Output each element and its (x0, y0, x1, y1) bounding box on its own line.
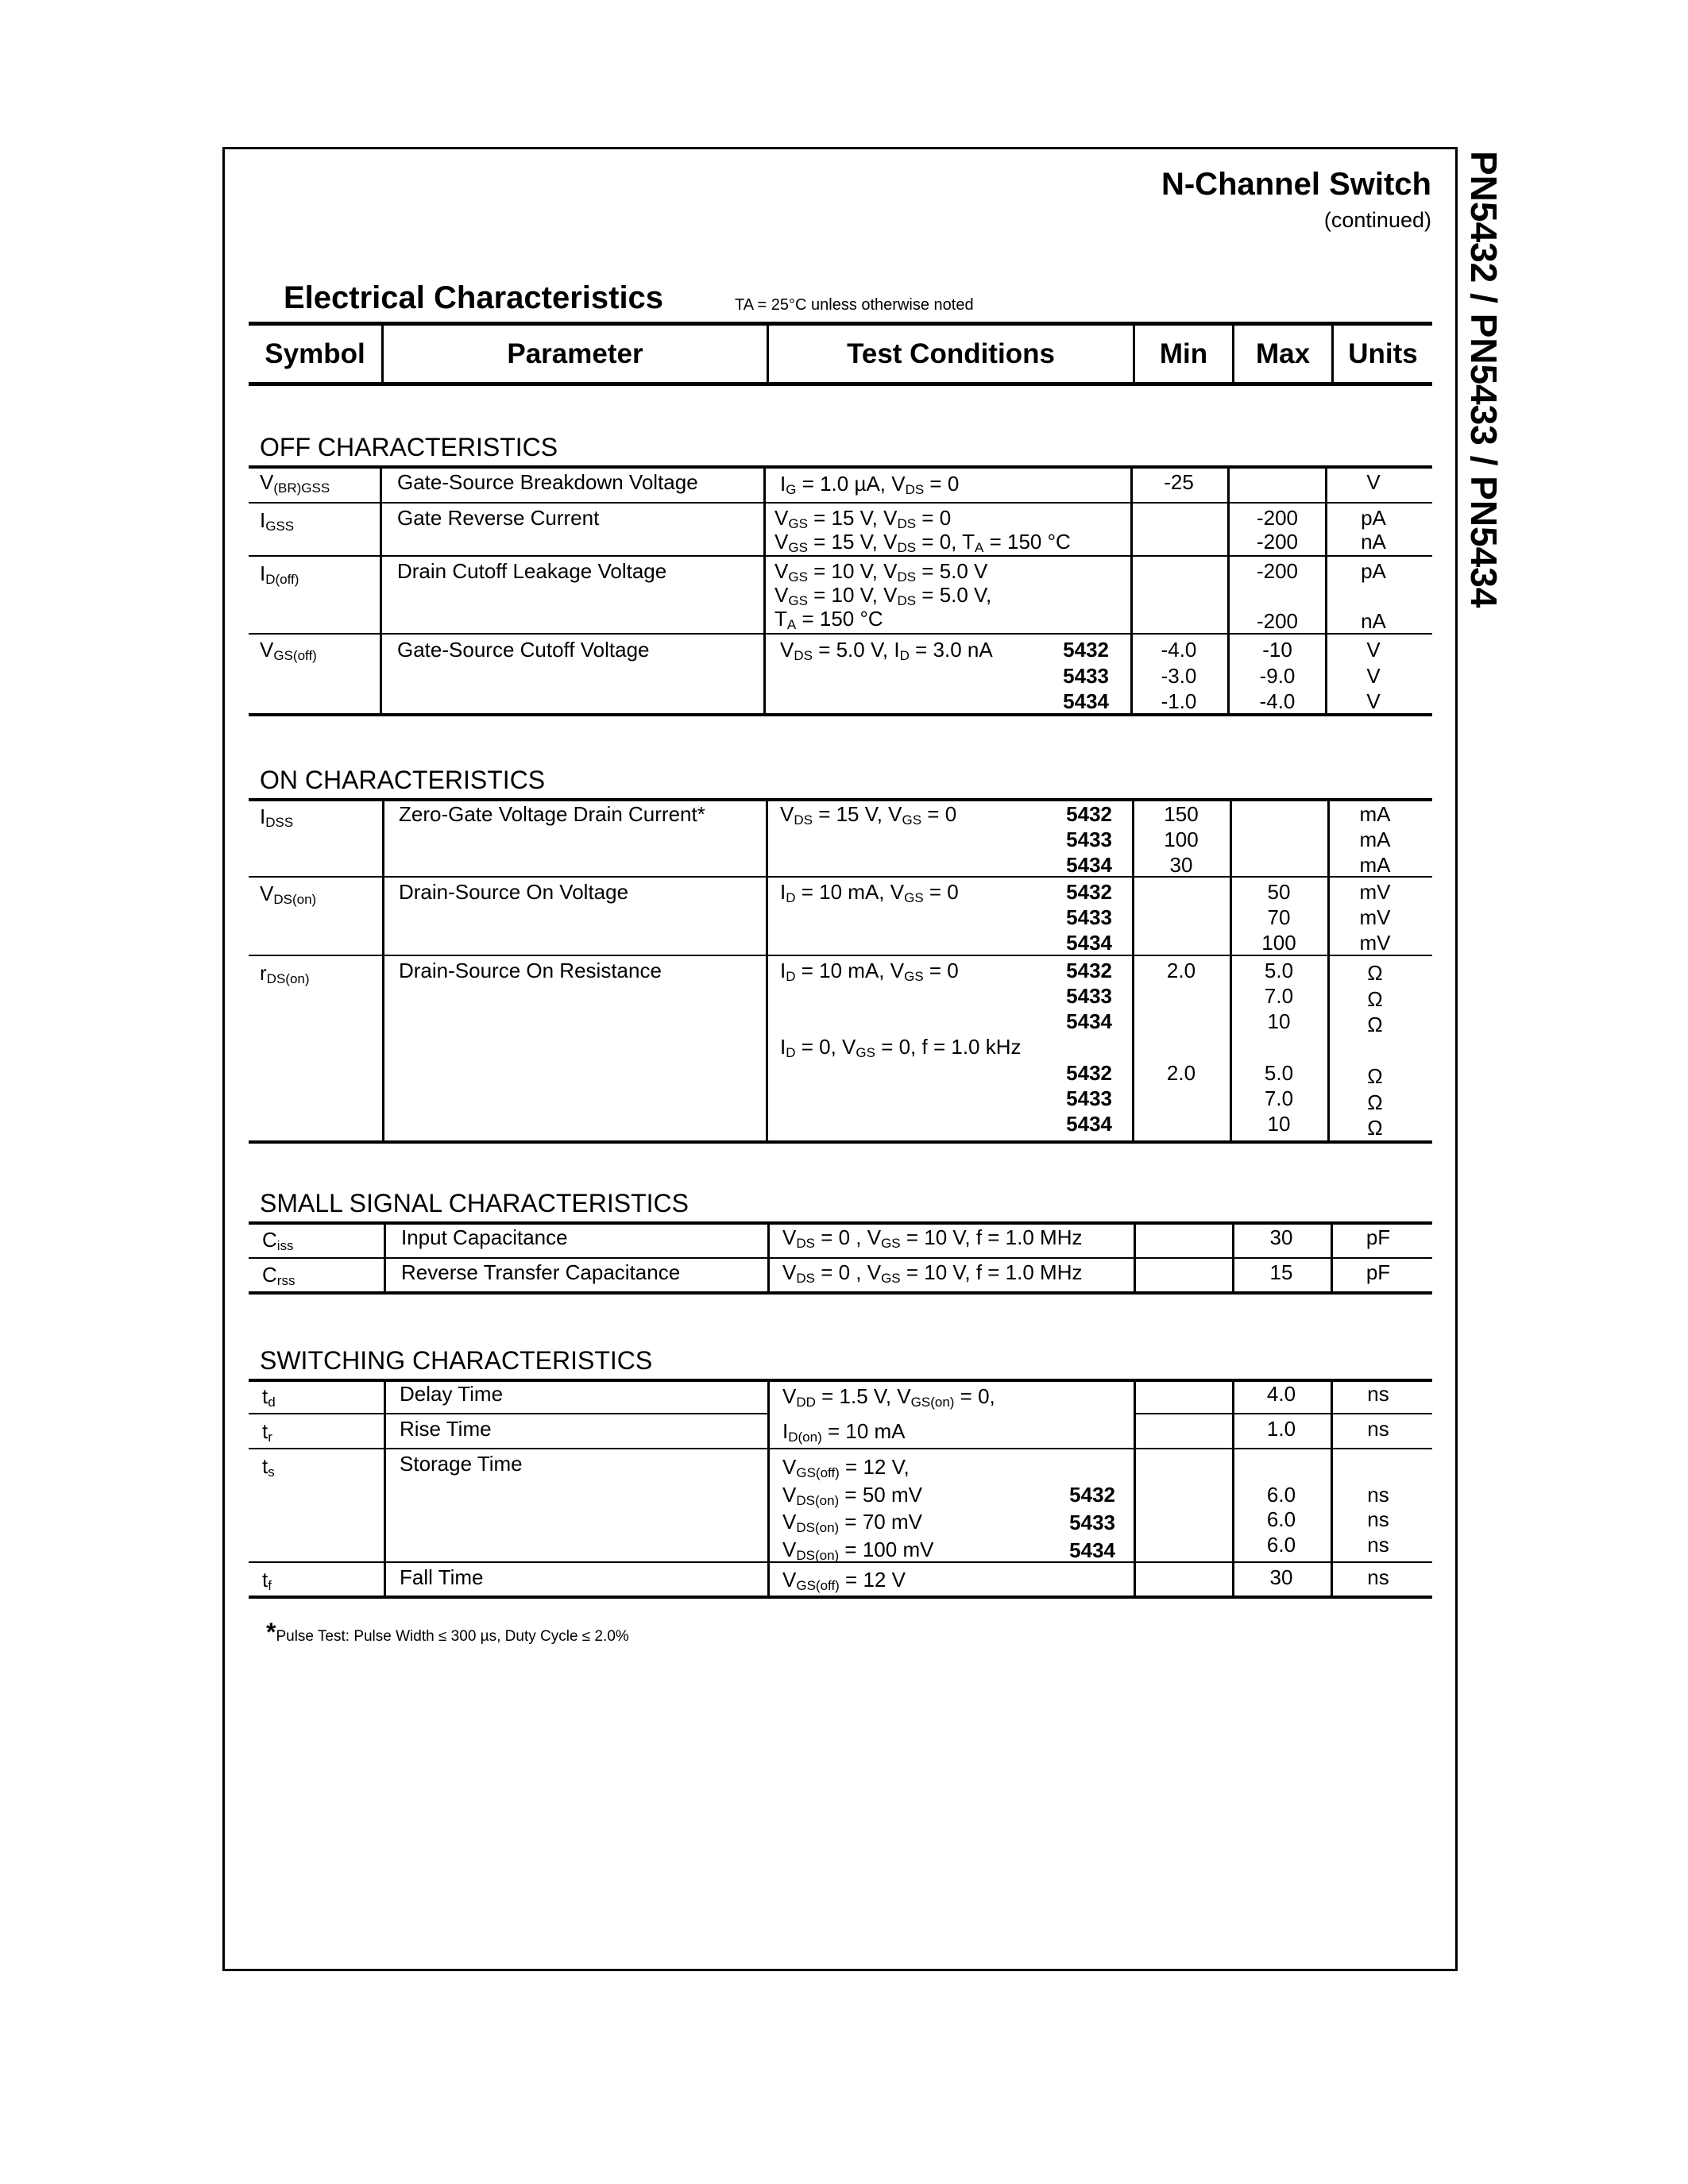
row-rule (249, 876, 1432, 878)
model-number: 5434 (1066, 1112, 1112, 1136)
model-number: 5433 (1066, 984, 1112, 1008)
section-rule (249, 1221, 1432, 1225)
unit-value: nA (1361, 530, 1386, 554)
min-value: -4.0 (1161, 638, 1197, 662)
symbol-crss: $C_{rss}$ (262, 1263, 295, 1288)
cond-line: $V_{DS} = 0$ , $V_{GS} = 10$ V, f = 1.0 MHz (782, 1225, 1083, 1251)
footnote-text: Pulse Test: Pulse Width ≤ 300 µs, Duty Cycle ≤ 2.0% (276, 1628, 629, 1645)
cond-line: $V_{DD} = 1.5$ V, $V_{GS(on)} = 0$, (782, 1384, 995, 1410)
param-gate-reverse: Gate Reverse Current (397, 506, 600, 530)
max-value: 30 (1269, 1225, 1293, 1249)
unit-ohm: Ω (1367, 1090, 1383, 1114)
section-end-rule (249, 1140, 1432, 1144)
max-value: 10 (1267, 1112, 1291, 1136)
unit-value: mA (1359, 802, 1391, 826)
max-value: 7.0 (1264, 1086, 1294, 1110)
unit-value: ns (1367, 1417, 1389, 1441)
param-breakdown: Gate-Source Breakdown Voltage (397, 470, 698, 494)
model-number: 5434 (1066, 1009, 1112, 1033)
model-number: 5432 (1066, 880, 1112, 904)
symbol-ciss: $C_{iss}$ (262, 1228, 294, 1253)
max-value: 5.0 (1264, 959, 1294, 982)
col-test-conditions: Test Conditions (847, 338, 1055, 369)
symbol-idss: $I_{DSS}$ (260, 805, 294, 830)
row-rule (1134, 1413, 1432, 1414)
row-rule (249, 1413, 767, 1414)
cond-line: $T_A = 150$ °C (774, 607, 883, 632)
max-value: 7.0 (1264, 984, 1294, 1008)
symbol-ts: $t_s$ (262, 1454, 275, 1480)
unit-value: ns (1367, 1507, 1389, 1531)
unit-value: mV (1359, 905, 1391, 929)
footnote (266, 1618, 629, 1647)
section-on-title: ON CHARACTERISTICS (260, 766, 546, 794)
symbol-rdson: $r_{DS(on)}$ (260, 961, 310, 986)
param-delay-time: Delay Time (400, 1382, 504, 1406)
max-value: 4.0 (1266, 1382, 1296, 1406)
unit-value: V (1366, 470, 1381, 494)
cond-line: $V_{DS(on)} = 70$ mV (782, 1510, 922, 1535)
unit-value: nA (1361, 609, 1386, 633)
section-rule (249, 798, 1432, 801)
min-value: -1.0 (1161, 689, 1197, 713)
continued-label: (continued) (1323, 208, 1431, 232)
col-max: Max (1255, 338, 1311, 369)
model-number: 5432 (1063, 638, 1109, 662)
param-fall-time: Fall Time (400, 1565, 484, 1589)
model-number: 5434 (1066, 853, 1112, 877)
model-number: 5433 (1066, 828, 1112, 851)
max-value: -200 (1256, 609, 1299, 633)
min-value: 150 (1164, 802, 1199, 826)
param-gate-cutoff: Gate-Source Cutoff Voltage (397, 638, 650, 662)
symbol-idoff: $I_{D(off)}$ (260, 561, 299, 587)
row-rule (249, 502, 1432, 504)
param-zero-gate: Zero-Gate Voltage Drain Current* (399, 802, 705, 826)
row-rule (249, 1257, 1432, 1259)
model-number: 5432 (1066, 1061, 1112, 1085)
symbol-td: $t_d$ (262, 1384, 276, 1410)
unit-value: V (1366, 638, 1381, 662)
cond-line: $V_{DS(on)} = 50$ mV (782, 1483, 922, 1508)
cond-line: $I_D = 10$ mA, $V_{GS} = 0$ (780, 880, 959, 905)
unit-value: mA (1359, 828, 1391, 851)
col-divider (766, 800, 768, 1142)
unit-value: ns (1367, 1565, 1389, 1589)
cond-line: $I_D = 10$ mA, $V_{GS} = 0$ (780, 959, 959, 984)
side-part-title-text: PN5432 / PN5433 / PN5434 (1463, 151, 1505, 608)
unit-value: mV (1359, 931, 1391, 955)
max-value: -200 (1256, 506, 1299, 530)
unit-value: pF (1365, 1260, 1391, 1284)
min-value: 2.0 (1166, 959, 1196, 982)
min-value: 100 (1164, 828, 1199, 851)
cond-line: $V_{DS(on)} = 100$ mV (782, 1538, 934, 1563)
model-number: 5433 (1069, 1511, 1115, 1534)
section-rule (249, 465, 1432, 469)
section-off-title: OFF CHARACTERISTICS (260, 433, 558, 461)
max-value: -4.0 (1259, 689, 1296, 713)
unit-value: mV (1359, 880, 1391, 904)
param-reverse-transfer: Reverse Transfer Capacitance (401, 1260, 681, 1284)
param-storage-time: Storage Time (400, 1452, 523, 1476)
col-divider (384, 1380, 386, 1597)
model-number: 5434 (1066, 931, 1112, 955)
col-divider (380, 467, 382, 715)
model-number: 5432 (1066, 959, 1112, 982)
model-number: 5434 (1069, 1538, 1115, 1562)
col-divider (1134, 1380, 1136, 1597)
cond-line: $V_{GS} = 15$ V, $V_{DS} = 0$, $T_A = 150$ °C (774, 530, 1071, 555)
col-units: Units (1348, 338, 1418, 369)
unit-value: pA (1361, 559, 1386, 583)
col-parameter: Parameter (507, 338, 643, 369)
cond-line: $V_{GS(off)} = 12$ V (782, 1568, 906, 1593)
cond-line: $V_{GS} = 10$ V, $V_{DS} = 5.0$ V (774, 559, 988, 585)
model-number: 5433 (1066, 1086, 1112, 1110)
unit-value: pF (1365, 1225, 1391, 1249)
col-divider (767, 1380, 770, 1597)
max-value: 6.0 (1266, 1533, 1296, 1557)
unit-value: V (1366, 664, 1381, 688)
section-small-signal-title: SMALL SIGNAL CHARACTERISTICS (260, 1189, 689, 1217)
unit-value: ns (1367, 1483, 1389, 1507)
max-value: 30 (1269, 1565, 1293, 1589)
col-divider (1134, 1223, 1136, 1293)
row-rule (249, 1448, 1432, 1449)
min-value: 30 (1169, 853, 1193, 877)
cond-line: $I_{D(on)} = 10$ mA (782, 1419, 906, 1445)
param-input-capacitance: Input Capacitance (401, 1225, 568, 1249)
section-switching-title: SWITCHING CHARACTERISTICS (260, 1346, 653, 1375)
unit-ohm: Ω (1367, 1064, 1383, 1088)
col-divider (767, 1223, 770, 1293)
unit-value: V (1366, 689, 1381, 713)
section-end-rule (249, 1596, 1432, 1599)
section-note: TA = 25°C unless otherwise noted (735, 296, 974, 314)
min-value: -3.0 (1161, 664, 1197, 688)
max-value: -9.0 (1259, 664, 1296, 688)
col-divider (382, 800, 384, 1142)
param-drain-cutoff: Drain Cutoff Leakage Voltage (397, 559, 667, 583)
symbol-igss: $I_{GSS}$ (260, 508, 295, 534)
section-end-rule (249, 1291, 1432, 1295)
min-value: 2.0 (1166, 1061, 1196, 1085)
max-value: -10 (1262, 638, 1292, 662)
max-value: -200 (1256, 559, 1299, 583)
unit-ohm: Ω (1367, 961, 1383, 985)
col-symbol: Symbol (265, 338, 365, 369)
cond-line: $V_{GS(off)} = 12$ V, (782, 1455, 910, 1480)
max-value: 5.0 (1264, 1061, 1294, 1085)
col-min: Min (1159, 338, 1208, 369)
cond-line: $V_{DS} = 5.0$ V, $I_D = 3.0$ nA (780, 638, 993, 663)
max-value: 10 (1267, 1009, 1291, 1033)
device-title: N-Channel Switch (1161, 167, 1431, 202)
unit-value: pA (1361, 506, 1386, 530)
cond-line: $V_{DS} = 0$ , $V_{GS} = 10$ V, f = 1.0 MHz (782, 1260, 1083, 1286)
unit-ohm: Ω (1367, 987, 1383, 1011)
cond-line: $V_{GS} = 15$ V, $V_{DS} = 0$ (774, 506, 952, 531)
unit-value: ns (1367, 1382, 1389, 1406)
unit-ohm: Ω (1367, 1116, 1383, 1140)
symbol-vbrgss: $V_{(BR)GSS}$ (260, 470, 330, 496)
max-value: 50 (1267, 880, 1291, 904)
model-number: 5434 (1063, 689, 1109, 713)
max-value: 1.0 (1266, 1417, 1296, 1441)
max-value: 100 (1261, 931, 1296, 955)
model-number: 5433 (1066, 905, 1112, 929)
cond-line: $V_{GS} = 10$ V, $V_{DS} = 5.0$ V, (774, 583, 992, 608)
unit-ohm: Ω (1367, 1013, 1383, 1036)
section-heading: Electrical Characteristics (284, 280, 664, 315)
max-value: 6.0 (1266, 1483, 1296, 1507)
cond-line: $V_{DS} = 15$ V, $V_{GS} = 0$ (780, 802, 957, 828)
unit-value: mA (1359, 853, 1391, 877)
param-drain-source-resistance: Drain-Source On Resistance (399, 959, 662, 982)
max-value: 6.0 (1266, 1507, 1296, 1531)
min-value: -25 (1164, 470, 1194, 494)
footnote-star: * (266, 1618, 276, 1646)
param-rise-time: Rise Time (400, 1417, 492, 1441)
col-divider (763, 467, 766, 715)
max-value: -200 (1256, 530, 1299, 554)
side-part-title (1464, 151, 1512, 627)
col-divider (384, 1223, 386, 1293)
max-value: 15 (1269, 1260, 1293, 1284)
unit-value: ns (1367, 1533, 1389, 1557)
symbol-tr: $t_r$ (262, 1419, 272, 1445)
symbol-tf: $t_f$ (262, 1568, 272, 1593)
model-number: 5432 (1069, 1483, 1115, 1507)
model-number: 5433 (1063, 664, 1109, 688)
symbol-vgsoff: $V_{GS(off)}$ (260, 638, 317, 663)
symbol-vdson: $V_{DS(on)}$ (260, 882, 317, 907)
cond-line: $I_D = 0$, $V_{GS} = 0$, f = 1.0 kHz (780, 1035, 1022, 1060)
cond-breakdown: $I_G = 1.0$ µA, $V_{DS} = 0$ (780, 472, 960, 497)
max-value: 70 (1267, 905, 1291, 929)
param-drain-source-voltage: Drain-Source On Voltage (399, 880, 629, 904)
model-number: 5432 (1066, 802, 1112, 826)
